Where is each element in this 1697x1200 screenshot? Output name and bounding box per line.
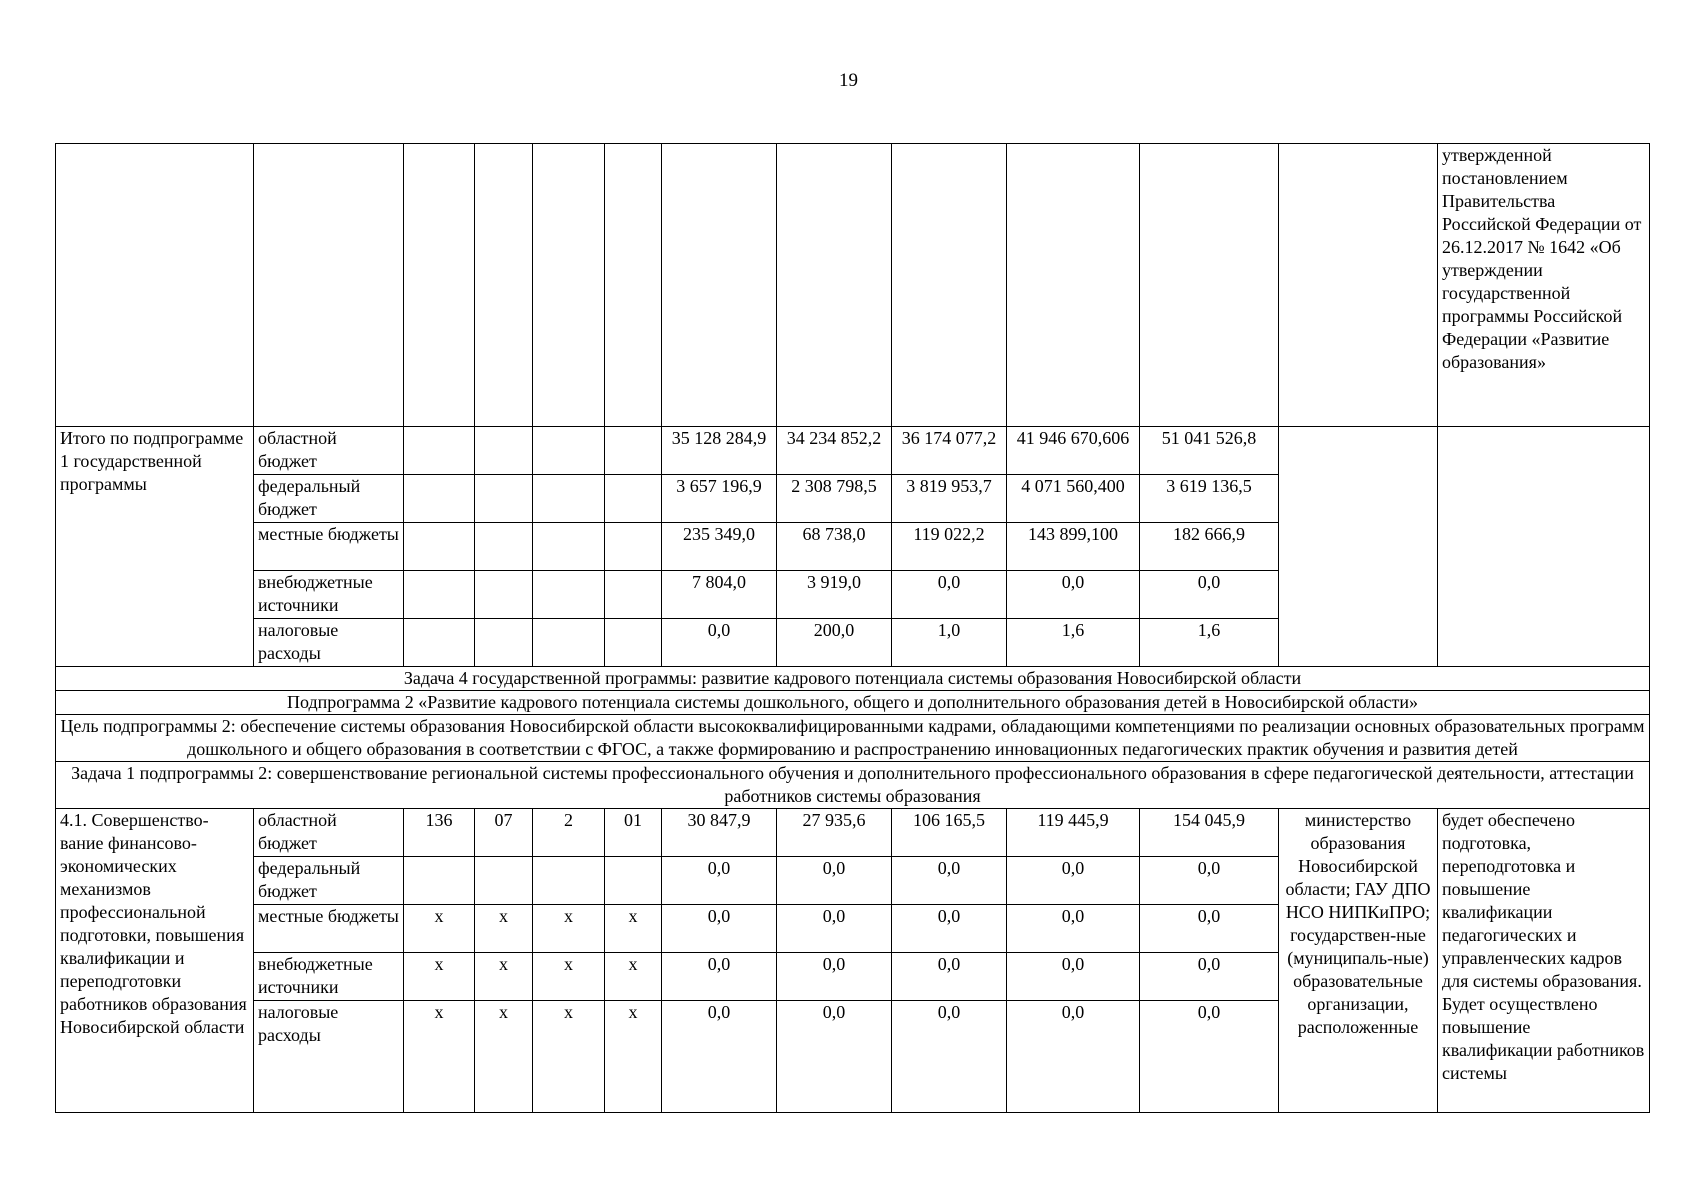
code-cell: х <box>404 905 475 953</box>
measure-name: 4.1. Совершенство-вание финансово-экономических механизмов профессиональной подготовки, повышения квалификации и переподготовки работников образования Новосибирской области <box>56 809 254 1113</box>
value-cell: 1,0 <box>892 619 1007 667</box>
empty-cell <box>605 144 662 427</box>
value-cell: 3 919,0 <box>777 571 892 619</box>
value-cell: 0,0 <box>662 1001 777 1113</box>
empty-cell <box>1438 427 1650 667</box>
value-cell: 0,0 <box>892 857 1007 905</box>
code-cell: х <box>533 1001 605 1113</box>
code-cell: х <box>404 953 475 1001</box>
measure-row <box>56 809 1650 857</box>
value-cell: 30 847,9 <box>662 809 777 857</box>
value-cell: 0,0 <box>1140 1001 1279 1113</box>
source-cell: областной бюджет <box>254 809 404 857</box>
value-cell: 0,0 <box>662 857 777 905</box>
value-cell: 0,0 <box>1140 571 1279 619</box>
value-cell: 4 071 560,400 <box>1007 475 1140 523</box>
value-cell: 154 045,9 <box>1140 809 1279 857</box>
code-cell <box>475 857 533 905</box>
banner-row <box>56 691 1650 715</box>
value-cell: 0,0 <box>777 857 892 905</box>
value-cell: 0,0 <box>777 1001 892 1113</box>
task1-heading: Задача 1 подпрограммы 2: совершенствование региональной системы профессионального обучения и дополнительного профессионального образования в сфере педагогической деятельности, аттестации работников системы образования <box>56 762 1650 809</box>
banner-row <box>56 715 1650 762</box>
code-cell: х <box>605 1001 662 1113</box>
value-cell: 34 234 852,2 <box>777 427 892 475</box>
empty-cell <box>1279 144 1438 427</box>
result-cell: будет обеспечено подготовка, переподготовка и повышение квалификации педагогических и управленческих кадров для системы образования. Будет осуществлено повышение квалификации работников системы <box>1438 809 1650 1113</box>
value-cell: 0,0 <box>1007 905 1140 953</box>
banner-row <box>56 762 1650 809</box>
value-cell: 0,0 <box>1007 571 1140 619</box>
empty-cell <box>533 144 605 427</box>
source-cell: местные бюджеты <box>254 905 404 953</box>
code-cell: х <box>605 905 662 953</box>
source-cell: областной бюджет <box>254 427 404 475</box>
value-cell: 0,0 <box>892 571 1007 619</box>
value-cell: 3 657 196,9 <box>662 475 777 523</box>
value-cell: 27 935,6 <box>777 809 892 857</box>
source-cell: местные бюджеты <box>254 523 404 571</box>
value-cell: 0,0 <box>777 905 892 953</box>
value-cell: 51 041 526,8 <box>1140 427 1279 475</box>
value-cell: 0,0 <box>1007 953 1140 1001</box>
code-cell: 136 <box>404 809 475 857</box>
value-cell: 119 022,2 <box>892 523 1007 571</box>
value-cell: 0,0 <box>892 953 1007 1001</box>
value-cell: 2 308 798,5 <box>777 475 892 523</box>
empty-cell <box>56 144 254 427</box>
empty-cell <box>892 144 1007 427</box>
code-cell: х <box>475 905 533 953</box>
source-cell: налоговые расходы <box>254 1001 404 1113</box>
value-cell: 41 946 670,606 <box>1007 427 1140 475</box>
value-cell: 1,6 <box>1140 619 1279 667</box>
source-cell: внебюджетные источники <box>254 953 404 1001</box>
value-cell: 106 165,5 <box>892 809 1007 857</box>
empty-cell <box>475 144 533 427</box>
value-cell: 0,0 <box>1140 953 1279 1001</box>
code-cell <box>605 857 662 905</box>
code-cell <box>404 857 475 905</box>
code-cell: х <box>404 1001 475 1113</box>
value-cell: 0,0 <box>662 905 777 953</box>
source-cell: федеральный бюджет <box>254 857 404 905</box>
value-cell: 119 445,9 <box>1007 809 1140 857</box>
source-cell: налоговые расходы <box>254 619 404 667</box>
value-cell: 182 666,9 <box>1140 523 1279 571</box>
value-cell: 0,0 <box>892 1001 1007 1113</box>
source-cell: федеральный бюджет <box>254 475 404 523</box>
value-cell: 0,0 <box>1140 905 1279 953</box>
value-cell: 0,0 <box>1007 857 1140 905</box>
value-cell: 0,0 <box>892 905 1007 953</box>
executor-cell: министерство образования Новосибирской области; ГАУ ДПО НСО НИПКиПРО; государствен-ные (муниципаль-ные) образовательные организации, расположенные <box>1279 809 1438 1113</box>
page-number: 19 <box>839 70 858 91</box>
value-cell: 3 619 136,5 <box>1140 475 1279 523</box>
value-cell: 68 738,0 <box>777 523 892 571</box>
value-cell: 7 804,0 <box>662 571 777 619</box>
goal2-heading: Цель подпрограммы 2: обеспечение системы образования Новосибирской области высококвалифицированными кадрами, обладающими компетенциями по реализации основных образовательных программ дошкольного и общего образования в соответствии с ФГОС, а также формированию и распространению инновационных педагогических практик обучения и развития детей <box>56 715 1650 762</box>
code-cell: 07 <box>475 809 533 857</box>
subprogram2-heading: Подпрограмма 2 «Развитие кадрового потенциала системы дошкольного, общего и дополнительного образования детей в Новосибирской области» <box>56 691 1650 715</box>
empty-cell <box>1279 427 1438 667</box>
total-row <box>56 427 1650 475</box>
empty-cell <box>254 144 404 427</box>
code-cell: 01 <box>605 809 662 857</box>
continuation-note: утвержденной постановлением Правительства Российской Федерации от 26.12.2017 № 1642 «Об утверждении государственной программы Российской Федерации «Развитие образования» <box>1438 144 1650 427</box>
banner-row <box>56 667 1650 691</box>
value-cell: 1,6 <box>1007 619 1140 667</box>
value-cell: 36 174 077,2 <box>892 427 1007 475</box>
budget-table <box>55 143 1650 1113</box>
code-cell: 2 <box>533 809 605 857</box>
empty-cell <box>777 144 892 427</box>
value-cell: 0,0 <box>1140 857 1279 905</box>
value-cell: 3 819 953,7 <box>892 475 1007 523</box>
empty-cell <box>662 144 777 427</box>
total-label: Итого по подпрограмме 1 государственной программы <box>56 427 254 667</box>
continuation-row <box>56 144 1650 427</box>
code-cell: х <box>475 953 533 1001</box>
value-cell: 143 899,100 <box>1007 523 1140 571</box>
source-cell: внебюджетные источники <box>254 571 404 619</box>
value-cell: 0,0 <box>662 619 777 667</box>
code-cell: х <box>475 1001 533 1113</box>
value-cell: 35 128 284,9 <box>662 427 777 475</box>
value-cell: 0,0 <box>1007 1001 1140 1113</box>
code-cell: х <box>533 953 605 1001</box>
value-cell: 0,0 <box>777 953 892 1001</box>
code-cell: х <box>533 905 605 953</box>
value-cell: 235 349,0 <box>662 523 777 571</box>
empty-cell <box>1140 144 1279 427</box>
empty-cell <box>404 144 475 427</box>
value-cell: 200,0 <box>777 619 892 667</box>
value-cell: 0,0 <box>662 953 777 1001</box>
code-cell <box>533 857 605 905</box>
code-cell: х <box>605 953 662 1001</box>
empty-cell <box>1007 144 1140 427</box>
task4-heading: Задача 4 государственной программы: развитие кадрового потенциала системы образования Новосибирской области <box>56 667 1650 691</box>
